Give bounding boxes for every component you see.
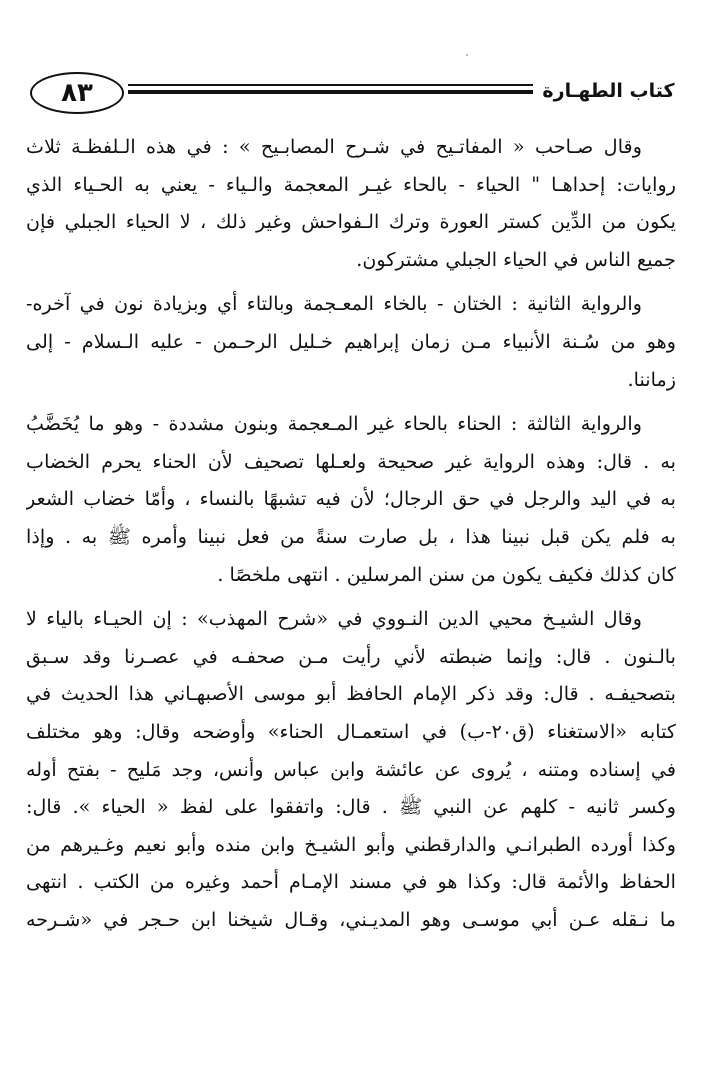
text-line: كان كذلك فكيف يكون من سنن المرسلين . انتهى ملخصًا . bbox=[217, 562, 676, 586]
text-line: كتابه «الاستغناء (ق٢٠-ب) في استعمـال الحناء» وأوضحه وقال: وهو مختلف bbox=[26, 719, 676, 743]
text-line: وهو من سُـنة الأنبياء مـن زمان إبراهيم خـليل الرحـمن - عليه الـسلام - إلى bbox=[26, 329, 676, 353]
text-line: والرواية الثانية : الختان - بالخاء المعـجمة وبالتاء أي وبزيادة نون في آخره- bbox=[26, 292, 642, 316]
text-line: في إسناده ومتنه ، يُروى عن عائشة وابن عباس وأنس، وجد مَليح - بفتح أوله bbox=[26, 757, 676, 781]
text-line: يكون من الدِّين كستر العورة وترك الـفواحش وغير ذلك ، لا الحياء الجبلي فإن bbox=[26, 210, 676, 234]
paragraph-1 bbox=[26, 128, 676, 278]
body-text bbox=[26, 128, 676, 945]
header-rule-thin bbox=[128, 84, 533, 86]
header-rule bbox=[128, 84, 533, 98]
text-line: به فلم يكن قبل نبينا هذا ، بل صارت سنةً من فعل نبينا وأمره ﷺ به . وإذا bbox=[26, 524, 676, 548]
text-line: وقال صـاحب « المفاتـيح في شـرح المصابـيح » : في هذه الـلفظـة ثلاث bbox=[26, 135, 642, 158]
scan-mark bbox=[466, 54, 468, 56]
text-line: زماننا. bbox=[627, 367, 676, 391]
page-header bbox=[30, 72, 682, 116]
page-number: ٨٣ bbox=[30, 72, 124, 114]
paragraph-4 bbox=[26, 600, 676, 938]
text-line: الحفاظ والأئمة قال: وكذا هو في مسند الإمـام أحمد وغيره من الكتب . انتهى bbox=[26, 870, 676, 894]
text-line: والرواية الثالثة : الحناء بالحاء غير المـعجمة وبنون مشددة - وهو ما يُخَضَّبُ bbox=[26, 412, 642, 436]
running-title: كتاب الطهـارة bbox=[542, 80, 675, 102]
text-line: به . قال: وهذه الرواية غير صحيحة ولعـلها تصحيف لأن الحناء يحرم الخضاب bbox=[26, 449, 676, 473]
text-line: وقال الشيـخ محيي الدين النـووي في «شرح المهذب» : إن الحيـاء بالياء لا bbox=[26, 607, 642, 631]
paragraph-2 bbox=[26, 285, 676, 398]
text-line: وكسر ثانيه - كلهم عن النبي ﷺ . قال: واتفقوا على لفظ « الحياء ». قال: bbox=[26, 795, 676, 819]
text-line: روايات: إحداهـا " الحياء - بالحاء غيـر المعجمة والـياء - يعني به الحـياء الذي bbox=[26, 172, 676, 196]
header-rule-thick bbox=[128, 90, 533, 94]
text-line: جميع الناس في الحياء الجبلي مشتركون. bbox=[356, 247, 676, 271]
text-line: ما نـقله عـن أبي موسـى وهو المديـني، وقـال شيخنا ابن حـجر في «شـرحه bbox=[26, 907, 676, 931]
paragraph-3 bbox=[26, 405, 676, 593]
text-line: به في اليد والرجل في حق الرجال؛ لأن فيه تشبهًا بالنساء ، وأمّا خضاب الشعر bbox=[26, 487, 676, 511]
text-line: وكذا أورده الطبرانـي والدارقطني وأبو الشيـخ وابن منده وأبو نعيم وغـيرهم من bbox=[26, 832, 676, 856]
text-line: بتصحيفـه . قال: وقد ذكر الإمام الحافظ أبو موسى الأصبهـاني هذا الحديث في bbox=[26, 682, 676, 706]
text-line: بالـنون . قال: وإنما ضبطته لأني رأيت مـن صحفـه في عصـرنا وقد سـبق bbox=[26, 644, 676, 668]
